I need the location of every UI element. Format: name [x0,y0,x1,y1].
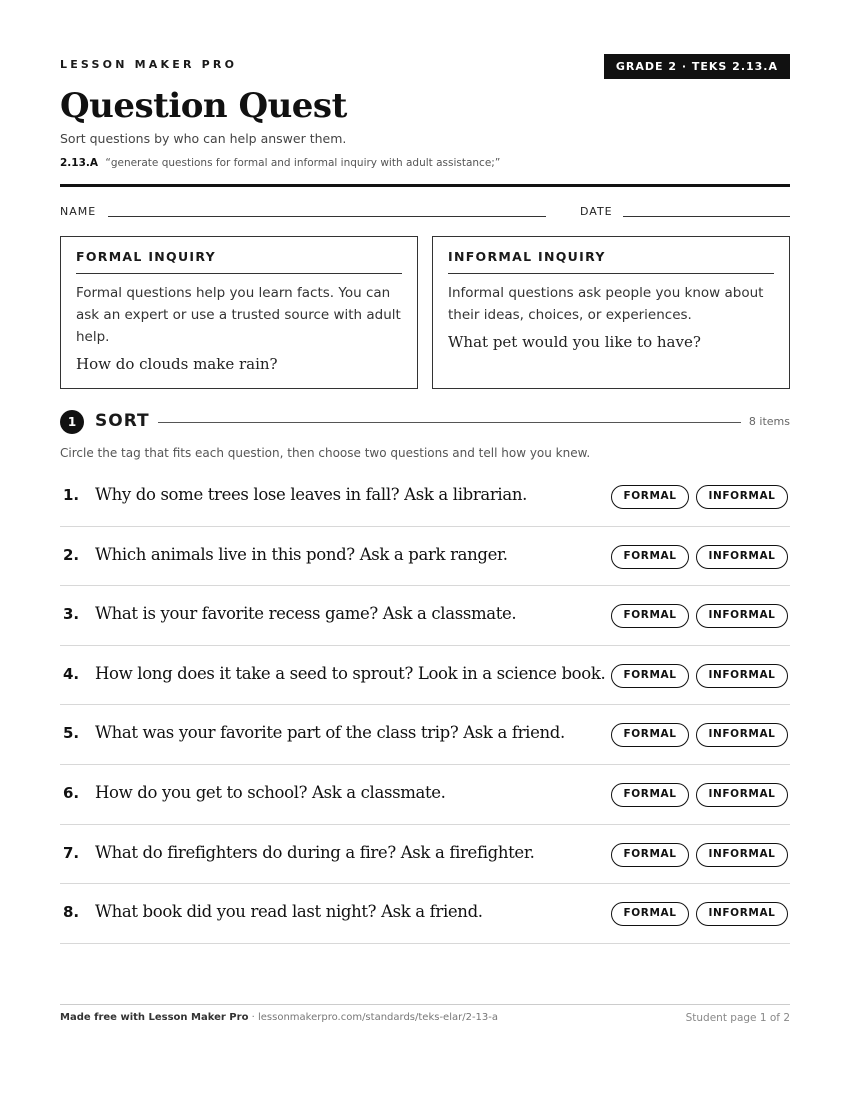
card-example: How do clouds make rain? [76,355,278,373]
informal-tag[interactable]: INFORMAL [696,604,788,628]
section-divider [158,422,741,423]
question-number: 5. [63,724,80,743]
formal-tag[interactable]: FORMAL [611,664,689,688]
question-number: 2. [63,545,80,564]
question-text: Why do some trees lose leaves in fall? Ask a librarian. [95,485,527,504]
informal-tag[interactable]: INFORMAL [696,783,788,807]
footer-divider [60,1004,790,1005]
question-text: What do firefighters do during a fire? Ask a firefighter. [95,842,535,862]
card-heading: FORMAL INQUIRY [76,249,402,274]
question-row [60,884,790,944]
grade-badge: GRADE 2 · TEKS 2.13.A [604,54,790,79]
date-label: DATE [580,205,613,218]
formal-tag[interactable]: FORMAL [611,783,689,807]
question-row [60,765,790,825]
question-row [60,705,790,765]
header-divider [60,184,790,187]
card-description: Formal questions help you learn facts. You can ask an expert or use a trusted source with adult help. [76,285,401,345]
question-number: 3. [63,605,80,624]
brand-name: LESSON MAKER PRO [60,58,238,71]
formal-tag[interactable]: FORMAL [611,485,689,509]
question-text: How do you get to school? Ask a classmate. [95,782,446,802]
card-example: What pet would you like to have? [448,333,701,351]
card-description: Informal questions ask people you know about their ideas, choices, or experiences. [448,285,764,323]
standard-text: “generate questions for formal and informal inquiry with adult assistance;” [105,157,501,169]
question-text: What was your favorite part of the class trip? Ask a friend. [95,723,565,743]
page-subtitle: Sort questions by who can help answer them. [60,131,347,146]
question-text: How long does it take a seed to sprout? Look in a science book. [95,663,606,683]
formal-tag[interactable]: FORMAL [611,545,689,569]
question-number: 1. [63,486,80,504]
question-row [60,527,790,587]
question-text: What book did you read last night? Ask a friend. [95,902,483,922]
standard-code: 2.13.A [60,157,99,169]
item-count: 8 items [748,415,790,428]
name-field[interactable] [108,216,546,217]
formal-tag[interactable]: FORMAL [611,723,689,747]
formal-inquiry-card [60,236,418,389]
informal-tag[interactable]: INFORMAL [696,485,788,509]
question-row [60,467,790,527]
informal-tag[interactable]: INFORMAL [696,545,788,569]
formal-tag[interactable]: FORMAL [611,902,689,926]
name-label: NAME [60,205,97,218]
informal-tag[interactable]: INFORMAL [696,723,788,747]
question-number: 7. [63,843,80,862]
question-text: Which animals live in this pond? Ask a park ranger. [95,544,508,564]
question-row [60,825,790,885]
question-number: 6. [63,783,80,802]
formal-tag[interactable]: FORMAL [611,843,689,867]
card-heading: INFORMAL INQUIRY [448,249,774,274]
footer-made-by: Made free with Lesson Maker Pro [60,1012,249,1023]
section-title: SORT [95,411,150,431]
formal-tag[interactable]: FORMAL [611,604,689,628]
page-title: Question Quest [60,86,347,126]
section-number-badge: 1 [60,410,84,434]
worksheet-page [60,0,790,1100]
question-list [60,467,790,944]
footer-page-info: Student page 1 of 2 [685,1012,790,1024]
informal-inquiry-card [432,236,790,389]
footer-credit [60,1012,498,1023]
informal-tag[interactable]: INFORMAL [696,902,788,926]
question-row [60,586,790,646]
informal-tag[interactable]: INFORMAL [696,664,788,688]
question-number: 4. [63,664,80,683]
date-field[interactable] [623,216,790,217]
standard-line [60,157,500,169]
section-instructions: Circle the tag that fits each question, then choose two questions and tell how you knew. [60,446,591,460]
informal-tag[interactable]: INFORMAL [696,843,788,867]
question-text: What is your favorite recess game? Ask a classmate. [95,604,517,624]
question-row [60,646,790,706]
footer-url[interactable]: · lessonmakerpro.com/standards/teks-elar/2-13-a [248,1012,499,1023]
question-number: 8. [63,903,80,922]
